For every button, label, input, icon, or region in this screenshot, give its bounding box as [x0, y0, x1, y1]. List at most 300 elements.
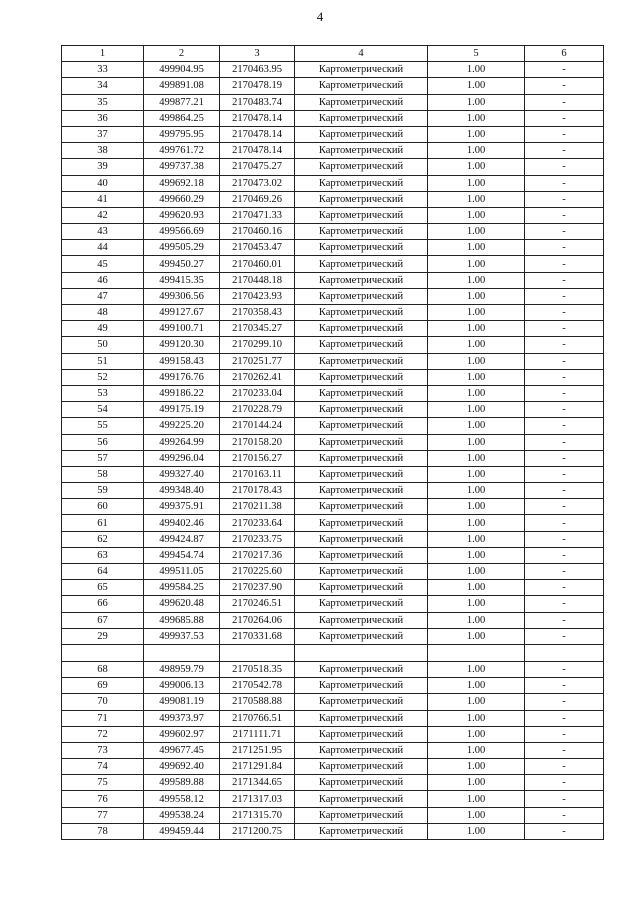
cell-coord-y: 2170542.78	[220, 678, 295, 694]
cell-accuracy: 1.00	[428, 207, 525, 223]
table-row	[62, 678, 604, 694]
cell-note: -	[525, 499, 604, 515]
cell-point-number: 72	[62, 726, 144, 742]
cell-method: Картометрический	[295, 710, 428, 726]
cell-method: Картометрический	[295, 694, 428, 710]
cell-method: Картометрический	[295, 191, 428, 207]
cell-coord-x: 499761.72	[144, 143, 220, 159]
cell-accuracy: 1.00	[428, 515, 525, 531]
cell-accuracy: 1.00	[428, 78, 525, 94]
cell-point-number: 67	[62, 612, 144, 628]
cell-accuracy: 1.00	[428, 110, 525, 126]
table-row	[62, 694, 604, 710]
cell-note: -	[525, 272, 604, 288]
cell-note: -	[525, 321, 604, 337]
cell-coord-x: 499660.29	[144, 191, 220, 207]
table-row	[62, 547, 604, 563]
table-row	[62, 224, 604, 240]
cell-method: Картометрический	[295, 224, 428, 240]
cell-note: -	[525, 759, 604, 775]
cell-method: Картометрический	[295, 580, 428, 596]
table-row	[62, 644, 604, 661]
cell-point-number: 39	[62, 159, 144, 175]
cell-method	[295, 644, 428, 661]
cell-coord-y: 2170233.75	[220, 531, 295, 547]
cell-point-number: 74	[62, 759, 144, 775]
cell-coord-y: 2170478.14	[220, 110, 295, 126]
table-row	[62, 159, 604, 175]
header-cell-6: 6	[525, 46, 604, 62]
cell-point-number: 48	[62, 305, 144, 321]
cell-point-number: 68	[62, 661, 144, 677]
cell-coord-y: 2170448.18	[220, 272, 295, 288]
cell-accuracy: 1.00	[428, 694, 525, 710]
cell-note: -	[525, 678, 604, 694]
cell-accuracy: 1.00	[428, 369, 525, 385]
cell-method: Картометрический	[295, 564, 428, 580]
cell-point-number: 51	[62, 353, 144, 369]
cell-note: -	[525, 385, 604, 401]
cell-accuracy: 1.00	[428, 450, 525, 466]
cell-coord-y: 2170423.93	[220, 288, 295, 304]
cell-method: Картометрический	[295, 256, 428, 272]
cell-coord-y: 2170766.51	[220, 710, 295, 726]
table-row	[62, 288, 604, 304]
table-row	[62, 110, 604, 126]
cell-accuracy: 1.00	[428, 483, 525, 499]
cell-accuracy: 1.00	[428, 612, 525, 628]
table-row	[62, 191, 604, 207]
cell-point-number: 57	[62, 450, 144, 466]
table-row	[62, 78, 604, 94]
cell-accuracy: 1.00	[428, 628, 525, 644]
cell-note: -	[525, 288, 604, 304]
table-row	[62, 791, 604, 807]
cell-point-number: 77	[62, 807, 144, 823]
cell-method: Картометрический	[295, 272, 428, 288]
cell-coord-y: 2171317.03	[220, 791, 295, 807]
cell-coord-x: 499186.22	[144, 385, 220, 401]
cell-coord-x: 499692.40	[144, 759, 220, 775]
cell-note: -	[525, 710, 604, 726]
cell-method: Картометрический	[295, 678, 428, 694]
cell-method: Картометрический	[295, 240, 428, 256]
cell-point-number: 37	[62, 126, 144, 142]
cell-note: -	[525, 483, 604, 499]
table-row	[62, 775, 604, 791]
cell-method: Картометрический	[295, 207, 428, 223]
cell-coord-y: 2170475.27	[220, 159, 295, 175]
cell-coord-x: 499375.91	[144, 499, 220, 515]
cell-accuracy	[428, 644, 525, 661]
table-row	[62, 321, 604, 337]
cell-method: Картометрический	[295, 726, 428, 742]
cell-method: Картометрический	[295, 385, 428, 401]
cell-accuracy: 1.00	[428, 94, 525, 110]
cell-coord-y	[220, 644, 295, 661]
cell-coord-x: 499891.08	[144, 78, 220, 94]
cell-coord-x: 499511.05	[144, 564, 220, 580]
cell-point-number: 49	[62, 321, 144, 337]
cell-coord-y: 2170469.26	[220, 191, 295, 207]
cell-point-number: 44	[62, 240, 144, 256]
cell-coord-x: 499677.45	[144, 742, 220, 758]
header-cell-5: 5	[428, 46, 525, 62]
cell-method: Картометрический	[295, 450, 428, 466]
cell-coord-y: 2170156.27	[220, 450, 295, 466]
cell-coord-x: 499505.29	[144, 240, 220, 256]
cell-point-number: 64	[62, 564, 144, 580]
cell-coord-y: 2170463.95	[220, 62, 295, 78]
cell-method: Картометрический	[295, 78, 428, 94]
cell-accuracy: 1.00	[428, 191, 525, 207]
table-row	[62, 628, 604, 644]
cell-point-number: 73	[62, 742, 144, 758]
cell-coord-y: 2171291.84	[220, 759, 295, 775]
cell-point-number: 70	[62, 694, 144, 710]
table-row	[62, 483, 604, 499]
cell-point-number: 76	[62, 791, 144, 807]
cell-method: Картометрический	[295, 402, 428, 418]
cell-note: -	[525, 791, 604, 807]
cell-coord-x: 499100.71	[144, 321, 220, 337]
cell-accuracy: 1.00	[428, 580, 525, 596]
cell-method: Картометрический	[295, 126, 428, 142]
cell-note: -	[525, 466, 604, 482]
cell-coord-x: 499864.25	[144, 110, 220, 126]
cell-coord-y: 2170473.02	[220, 175, 295, 191]
cell-method: Картометрический	[295, 62, 428, 78]
cell-method: Картометрический	[295, 466, 428, 482]
cell-method: Картометрический	[295, 288, 428, 304]
cell-note: -	[525, 175, 604, 191]
cell-coord-x: 499584.25	[144, 580, 220, 596]
cell-coord-x: 499589.88	[144, 775, 220, 791]
cell-coord-x: 499737.38	[144, 159, 220, 175]
cell-method: Картометрический	[295, 742, 428, 758]
cell-note: -	[525, 661, 604, 677]
cell-accuracy: 1.00	[428, 288, 525, 304]
cell-note: -	[525, 450, 604, 466]
cell-coord-x: 499459.44	[144, 823, 220, 839]
table-row	[62, 402, 604, 418]
cell-accuracy: 1.00	[428, 547, 525, 563]
table-row	[62, 742, 604, 758]
cell-note: -	[525, 305, 604, 321]
cell-accuracy: 1.00	[428, 305, 525, 321]
cell-coord-y: 2170460.01	[220, 256, 295, 272]
cell-coord-y: 2170453.47	[220, 240, 295, 256]
cell-coord-y: 2170237.90	[220, 580, 295, 596]
cell-coord-x: 499450.27	[144, 256, 220, 272]
cell-point-number: 55	[62, 418, 144, 434]
cell-accuracy: 1.00	[428, 661, 525, 677]
cell-coord-y: 2170345.27	[220, 321, 295, 337]
table-row	[62, 823, 604, 839]
cell-coord-x: 499904.95	[144, 62, 220, 78]
cell-accuracy: 1.00	[428, 710, 525, 726]
cell-point-number: 75	[62, 775, 144, 791]
cell-point-number: 29	[62, 628, 144, 644]
cell-accuracy: 1.00	[428, 418, 525, 434]
cell-note: -	[525, 823, 604, 839]
cell-method: Картометрический	[295, 628, 428, 644]
table-row	[62, 385, 604, 401]
cell-method: Картометрический	[295, 661, 428, 677]
table-row	[62, 434, 604, 450]
table-row	[62, 126, 604, 142]
cell-coord-x: 499120.30	[144, 337, 220, 353]
cell-point-number: 53	[62, 385, 144, 401]
cell-coord-y: 2170331.68	[220, 628, 295, 644]
cell-method: Картометрический	[295, 143, 428, 159]
cell-point-number: 41	[62, 191, 144, 207]
table-row	[62, 256, 604, 272]
cell-note: -	[525, 143, 604, 159]
cell-accuracy: 1.00	[428, 791, 525, 807]
cell-point-number: 58	[62, 466, 144, 482]
cell-accuracy: 1.00	[428, 256, 525, 272]
cell-point-number: 45	[62, 256, 144, 272]
table-row	[62, 807, 604, 823]
cell-coord-y: 2171251.95	[220, 742, 295, 758]
cell-method: Картометрический	[295, 159, 428, 175]
cell-point-number: 63	[62, 547, 144, 563]
cell-point-number: 34	[62, 78, 144, 94]
cell-note: -	[525, 159, 604, 175]
cell-note: -	[525, 726, 604, 742]
header-row	[62, 46, 604, 62]
cell-coord-y: 2170144.24	[220, 418, 295, 434]
table-row	[62, 531, 604, 547]
cell-accuracy: 1.00	[428, 402, 525, 418]
cell-coord-x: 499081.19	[144, 694, 220, 710]
cell-coord-x: 499424.87	[144, 531, 220, 547]
cell-coord-x: 499348.40	[144, 483, 220, 499]
cell-coord-x: 499006.13	[144, 678, 220, 694]
cell-coord-x: 499176.76	[144, 369, 220, 385]
cell-method: Картометрический	[295, 321, 428, 337]
cell-coord-y: 2171111.71	[220, 726, 295, 742]
table-body	[62, 62, 604, 840]
cell-note	[525, 644, 604, 661]
cell-coord-y: 2170358.43	[220, 305, 295, 321]
cell-point-number: 60	[62, 499, 144, 515]
table-row	[62, 207, 604, 223]
cell-coord-x: 499538.24	[144, 807, 220, 823]
header-cell-4: 4	[295, 46, 428, 62]
cell-accuracy: 1.00	[428, 143, 525, 159]
cell-method: Картометрический	[295, 94, 428, 110]
cell-coord-y: 2170233.04	[220, 385, 295, 401]
cell-note: -	[525, 531, 604, 547]
cell-note: -	[525, 240, 604, 256]
cell-coord-y: 2170225.60	[220, 564, 295, 580]
cell-coord-x: 499602.97	[144, 726, 220, 742]
cell-note: -	[525, 628, 604, 644]
cell-coord-y: 2170178.43	[220, 483, 295, 499]
cell-note: -	[525, 434, 604, 450]
cell-point-number: 43	[62, 224, 144, 240]
cell-accuracy: 1.00	[428, 224, 525, 240]
cell-coord-x: 499620.93	[144, 207, 220, 223]
cell-method: Картометрический	[295, 791, 428, 807]
table-row	[62, 175, 604, 191]
cell-point-number: 62	[62, 531, 144, 547]
header-cell-1: 1	[62, 46, 144, 62]
table-row	[62, 337, 604, 353]
cell-coord-y: 2170262.41	[220, 369, 295, 385]
cell-method: Картометрический	[295, 110, 428, 126]
cell-method: Картометрический	[295, 499, 428, 515]
cell-coord-y: 2171200.75	[220, 823, 295, 839]
cell-coord-y: 2170264.06	[220, 612, 295, 628]
cell-accuracy: 1.00	[428, 175, 525, 191]
table-row	[62, 710, 604, 726]
cell-note: -	[525, 564, 604, 580]
cell-note: -	[525, 78, 604, 94]
cell-method: Картометрический	[295, 823, 428, 839]
cell-accuracy: 1.00	[428, 564, 525, 580]
header-cell-3: 3	[220, 46, 295, 62]
cell-coord-x: 499175.19	[144, 402, 220, 418]
cell-note: -	[525, 126, 604, 142]
cell-note: -	[525, 191, 604, 207]
cell-point-number: 56	[62, 434, 144, 450]
cell-accuracy: 1.00	[428, 353, 525, 369]
cell-note: -	[525, 694, 604, 710]
cell-point-number: 46	[62, 272, 144, 288]
cell-accuracy: 1.00	[428, 240, 525, 256]
table-row	[62, 94, 604, 110]
cell-point-number	[62, 644, 144, 661]
cell-method: Картометрический	[295, 531, 428, 547]
cell-coord-x: 499566.69	[144, 224, 220, 240]
cell-method: Картометрический	[295, 418, 428, 434]
cell-note: -	[525, 353, 604, 369]
cell-accuracy: 1.00	[428, 159, 525, 175]
cell-accuracy: 1.00	[428, 434, 525, 450]
cell-coord-x: 499877.21	[144, 94, 220, 110]
cell-accuracy: 1.00	[428, 531, 525, 547]
page-number: 4	[316, 9, 324, 24]
table-row	[62, 759, 604, 775]
table-row	[62, 596, 604, 612]
cell-coord-y: 2170478.14	[220, 126, 295, 142]
cell-accuracy: 1.00	[428, 337, 525, 353]
cell-accuracy: 1.00	[428, 759, 525, 775]
table-row	[62, 580, 604, 596]
cell-coord-x: 499327.40	[144, 466, 220, 482]
cell-method: Картометрический	[295, 369, 428, 385]
cell-coord-x: 499692.18	[144, 175, 220, 191]
cell-accuracy: 1.00	[428, 726, 525, 742]
cell-note: -	[525, 612, 604, 628]
cell-point-number: 40	[62, 175, 144, 191]
cell-method: Картометрический	[295, 434, 428, 450]
cell-coord-y: 2170217.36	[220, 547, 295, 563]
cell-note: -	[525, 224, 604, 240]
cell-point-number: 50	[62, 337, 144, 353]
cell-coord-x: 499373.97	[144, 710, 220, 726]
cell-coord-y: 2170299.10	[220, 337, 295, 353]
cell-coord-y: 2170246.51	[220, 596, 295, 612]
cell-note: -	[525, 337, 604, 353]
table-row	[62, 418, 604, 434]
cell-coord-y: 2170478.19	[220, 78, 295, 94]
cell-coord-y: 2170460.16	[220, 224, 295, 240]
cell-point-number: 65	[62, 580, 144, 596]
cell-note: -	[525, 515, 604, 531]
cell-coord-y: 2171344.65	[220, 775, 295, 791]
table-header	[62, 46, 604, 62]
cell-coord-x	[144, 644, 220, 661]
cell-coord-y: 2170483.74	[220, 94, 295, 110]
cell-coord-y: 2170518.35	[220, 661, 295, 677]
cell-point-number: 42	[62, 207, 144, 223]
cell-coord-x: 499454.74	[144, 547, 220, 563]
cell-coord-y: 2170588.88	[220, 694, 295, 710]
cell-accuracy: 1.00	[428, 775, 525, 791]
cell-accuracy: 1.00	[428, 499, 525, 515]
cell-coord-y: 2171315.70	[220, 807, 295, 823]
cell-point-number: 61	[62, 515, 144, 531]
table-row	[62, 240, 604, 256]
cell-note: -	[525, 207, 604, 223]
cell-note: -	[525, 547, 604, 563]
cell-note: -	[525, 580, 604, 596]
cell-point-number: 52	[62, 369, 144, 385]
cell-method: Картометрический	[295, 483, 428, 499]
cell-coord-y: 2170163.11	[220, 466, 295, 482]
table-row	[62, 612, 604, 628]
cell-method: Картометрический	[295, 175, 428, 191]
cell-point-number: 35	[62, 94, 144, 110]
cell-point-number: 38	[62, 143, 144, 159]
cell-coord-x: 499225.20	[144, 418, 220, 434]
table-row	[62, 515, 604, 531]
cell-note: -	[525, 807, 604, 823]
table-row	[62, 499, 604, 515]
table-row	[62, 143, 604, 159]
cell-accuracy: 1.00	[428, 742, 525, 758]
cell-point-number: 47	[62, 288, 144, 304]
cell-coord-x: 498959.79	[144, 661, 220, 677]
table-row	[62, 305, 604, 321]
cell-coord-x: 499415.35	[144, 272, 220, 288]
cell-coord-x: 499402.46	[144, 515, 220, 531]
table-row	[62, 450, 604, 466]
cell-coord-x: 499158.43	[144, 353, 220, 369]
cell-coord-x: 499795.95	[144, 126, 220, 142]
cell-point-number: 54	[62, 402, 144, 418]
cell-accuracy: 1.00	[428, 126, 525, 142]
cell-coord-y: 2170233.64	[220, 515, 295, 531]
cell-point-number: 33	[62, 62, 144, 78]
cell-coord-x: 499264.99	[144, 434, 220, 450]
cell-note: -	[525, 596, 604, 612]
cell-method: Картометрический	[295, 515, 428, 531]
cell-note: -	[525, 94, 604, 110]
cell-coord-x: 499296.04	[144, 450, 220, 466]
cell-method: Картометрический	[295, 305, 428, 321]
cell-note: -	[525, 62, 604, 78]
cell-note: -	[525, 418, 604, 434]
cell-note: -	[525, 402, 604, 418]
cell-coord-x: 499558.12	[144, 791, 220, 807]
cell-point-number: 69	[62, 678, 144, 694]
cell-note: -	[525, 775, 604, 791]
